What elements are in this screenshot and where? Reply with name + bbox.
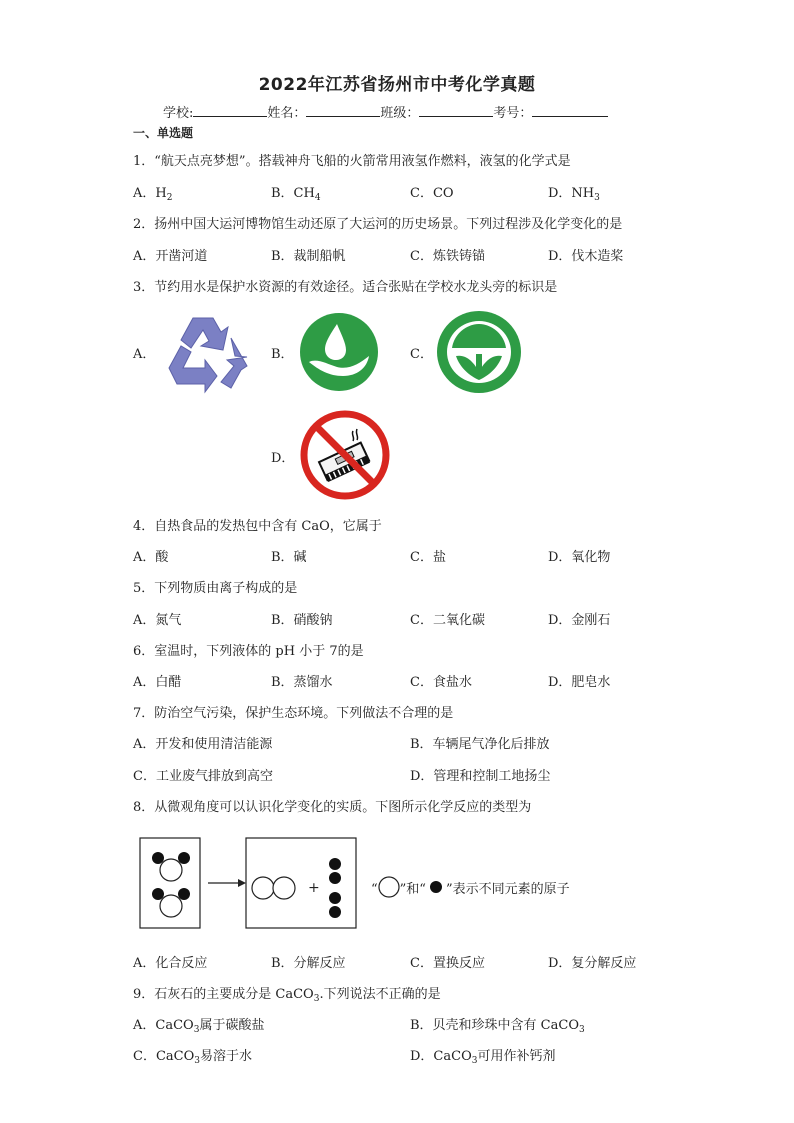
q8-option-a[interactable]: A．化合反应 (133, 956, 208, 971)
q9-c-sub: 3 (194, 1056, 200, 1066)
green-food-icon (436, 310, 522, 394)
q9-stem-tail: .下列说法不正确的是 (319, 987, 441, 1002)
q8-legend (371, 876, 570, 898)
q2-option-d[interactable]: D．伐木造桨 (548, 249, 624, 264)
q1-option-b[interactable] (271, 182, 321, 201)
question-1-stem: 1．“航天点亮梦想”。搭载神舟飞船的火箭常用液氢作燃料，液氢的化学式是 (133, 154, 571, 169)
q4-option-c[interactable]: C．盐 (410, 550, 446, 565)
q5-option-c[interactable]: C．二氧化碳 (410, 613, 485, 628)
q8-option-b[interactable]: B．分解反应 (271, 956, 346, 971)
q9-b-pre: B．贝壳和珍珠中含有 CaCO (410, 1018, 579, 1033)
question-7-stem: 7．防治空气污染，保护生态环境。下列做法不合理的是 (133, 706, 454, 721)
plus-sign: + (308, 880, 320, 896)
q5-option-d[interactable]: D．金刚石 (548, 613, 611, 628)
legend-end: ”表示不同元素的原子 (445, 882, 570, 897)
q1-option-c[interactable]: C．CO (410, 186, 454, 201)
legend-open-quote: “ (371, 882, 378, 897)
q1-option-d[interactable] (548, 182, 600, 201)
q6-option-c[interactable]: C．食盐水 (410, 675, 472, 690)
q3-option-b-label[interactable]: B． (271, 347, 294, 362)
q9-option-c[interactable] (133, 1045, 252, 1064)
question-9-stem (133, 983, 441, 1002)
question-3-stem: 3．节约用水是保护水资源的有效途径。适合张贴在学校水龙头旁的标识是 (133, 280, 558, 295)
q9-d-sub: 3 (471, 1056, 478, 1066)
exam-no-blank[interactable] (532, 104, 608, 117)
recycle-icon (161, 310, 257, 396)
q9-b-sub: 3 (579, 1025, 585, 1035)
page-title: 2022年江苏省扬州市中考化学真题 (258, 75, 536, 95)
q8-option-c[interactable]: C．置换反应 (410, 956, 485, 971)
q9-option-b[interactable] (410, 1014, 585, 1033)
q2-option-a[interactable]: A．开凿河道 (133, 249, 208, 264)
q9-d-post: 可用作补钙剂 (477, 1049, 556, 1064)
water-drop-hand-icon (299, 312, 379, 392)
school-blank[interactable] (193, 104, 267, 117)
q1-option-a-sub: 2 (166, 193, 173, 203)
q9-c-pre: C．CaCO (133, 1049, 195, 1064)
q9-option-d[interactable] (410, 1045, 555, 1064)
q9-d-pre: D．CaCO (410, 1049, 472, 1064)
exam-no-label: 考号： (493, 106, 533, 121)
class-blank[interactable] (419, 104, 493, 117)
no-matches-icon (299, 409, 391, 501)
q6-option-d[interactable]: D．肥皂水 (548, 675, 611, 690)
q2-option-c[interactable]: C．炼铁铸锚 (410, 249, 485, 264)
q9-stem-sub: 3 (313, 994, 320, 1004)
question-2-stem: 2．扬州中国大运河博物馆生动还原了大运河的历史场景。下列过程涉及化学变化的是 (133, 217, 623, 232)
reaction-diagram (138, 836, 358, 932)
q7-option-b[interactable]: B．车辆尾气净化后排放 (410, 737, 550, 752)
q9-a-sub: 3 (193, 1025, 200, 1035)
q9-a-post: 属于碳酸盐 (199, 1018, 265, 1033)
question-4-stem: 4．自热食品的发热包中含有 CaO，它属于 (133, 519, 382, 534)
q6-option-b[interactable]: B．蒸馏水 (271, 675, 333, 690)
question-8-stem: 8．从微观角度可以认识化学变化的实质。下图所示化学反应的类型为 (133, 800, 532, 815)
legend-mid: ”和“ (399, 882, 426, 897)
q7-option-a[interactable]: A．开发和使用清洁能源 (133, 737, 273, 752)
q5-option-b[interactable]: B．硝酸钠 (271, 613, 333, 628)
q1-option-d-sub: 3 (594, 193, 600, 203)
q1-option-a[interactable] (133, 182, 172, 201)
q2-option-b[interactable]: B．裁制船帆 (271, 249, 346, 264)
q3-option-a-label[interactable]: A． (133, 347, 156, 362)
q7-option-d[interactable]: D．管理和控制工地扬尘 (410, 769, 551, 784)
q1-option-d-text: D．NH (548, 186, 595, 201)
school-label: 学校: (163, 106, 194, 121)
q9-option-a[interactable] (133, 1014, 264, 1033)
name-label: 姓名： (267, 106, 307, 121)
q4-option-b[interactable]: B．碱 (271, 550, 307, 565)
q5-option-a[interactable]: A．氮气 (133, 613, 182, 628)
q3-option-d-label[interactable]: D． (271, 451, 295, 466)
q9-stem-text: 9．石灰石的主要成分是 CaCO (133, 987, 314, 1002)
name-blank[interactable] (306, 104, 380, 117)
q4-option-a[interactable]: A．酸 (133, 550, 169, 565)
question-5-stem: 5．下列物质由离子构成的是 (133, 581, 298, 596)
q7-option-c[interactable]: C．工业废气排放到高空 (133, 769, 273, 784)
q1-option-a-text: A．H (133, 186, 167, 201)
q8-option-d[interactable]: D．复分解反应 (548, 956, 637, 971)
q9-c-post: 易溶于水 (199, 1049, 252, 1064)
filled-atom-icon (429, 880, 443, 894)
question-6-stem: 6．室温时，下列液体的 pH 小于 7的是 (133, 644, 364, 659)
q6-option-a[interactable]: A．白醋 (133, 675, 182, 690)
q4-option-d[interactable]: D．氧化物 (548, 550, 611, 565)
class-label: 班级： (380, 106, 420, 121)
q9-a-pre: A．CaCO (133, 1018, 194, 1033)
student-info-row (163, 102, 608, 121)
section-heading: 一、单选题 (133, 126, 194, 140)
q3-option-c-label[interactable]: C． (410, 347, 433, 362)
q1-option-b-text: B．CH (271, 186, 315, 201)
open-atom-icon (378, 876, 400, 898)
q1-option-b-sub: 4 (314, 193, 321, 203)
